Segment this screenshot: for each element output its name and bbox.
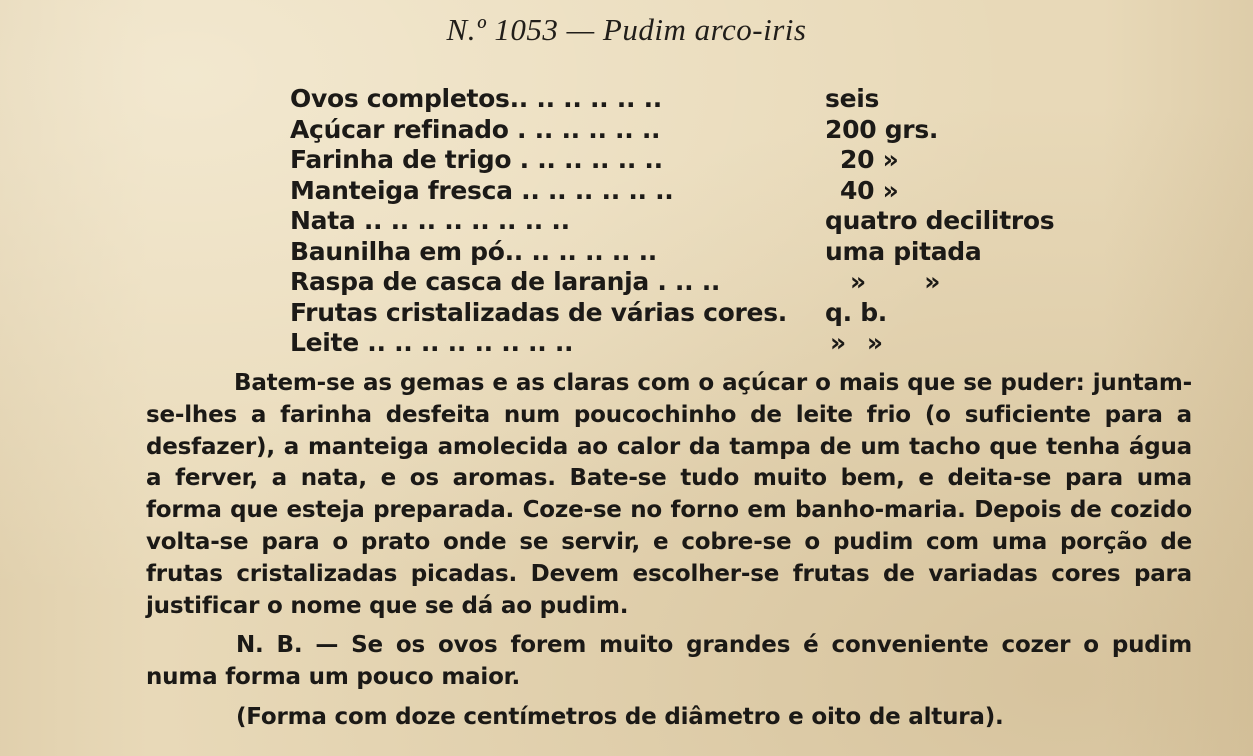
ingredient-name: Frutas cristalizadas de várias cores. bbox=[290, 297, 787, 327]
ingredient-name: Ovos completos.. .. .. .. .. .. bbox=[290, 84, 662, 113]
ingredient-name: Farinha de trigo . .. .. .. .. .. bbox=[290, 145, 663, 174]
recipe-note: N. B. — Se os ovos forem muito grandes é conveniente cozer o pudim numa forma um pouco maior. bbox=[146, 632, 1192, 690]
ingredient-name: Açúcar refinado . .. .. .. .. .. bbox=[290, 114, 661, 144]
ingredients-list bbox=[290, 84, 1110, 359]
ingredient-name: Manteiga fresca .. .. .. .. .. .. bbox=[290, 175, 674, 205]
ingredient-row bbox=[290, 115, 1110, 146]
ingredient-quantity: seis bbox=[825, 84, 880, 113]
ingredient-quantity: » » bbox=[830, 328, 890, 357]
ingredient-name: Leite .. .. .. .. .. .. .. .. bbox=[290, 328, 574, 357]
ingredient-row bbox=[290, 206, 1110, 237]
ingredient-row bbox=[290, 237, 1110, 268]
ingredient-name: Baunilha em pó.. .. .. .. .. .. bbox=[290, 236, 657, 266]
ingredient-quantity: 200 grs. bbox=[825, 114, 939, 144]
ingredient-quantity: q. b. bbox=[825, 297, 887, 327]
ingredient-row bbox=[290, 328, 1110, 359]
ingredient-quantity: quatro decilitros bbox=[825, 206, 1055, 235]
ingredient-row bbox=[290, 145, 1110, 176]
ingredient-name: Nata .. .. .. .. .. .. .. .. bbox=[290, 206, 570, 235]
ingredient-row bbox=[290, 267, 1110, 298]
ingredient-quantity: 20 » bbox=[840, 145, 899, 174]
recipe-title: N.º 1053 — Pudim arco-iris bbox=[446, 12, 807, 47]
ingredient-row bbox=[290, 298, 1110, 329]
ingredient-quantity: 40 » bbox=[840, 175, 899, 205]
ingredient-name: Raspa de casca de laranja . .. .. bbox=[290, 267, 721, 296]
ingredient-row bbox=[290, 176, 1110, 207]
recipe-form-size: (Forma com doze centímetros de diâmetro e oito de altura). bbox=[236, 704, 1004, 730]
ingredient-quantity: uma pitada bbox=[825, 236, 982, 266]
ingredient-row bbox=[290, 84, 1110, 115]
ingredient-quantity: » » bbox=[850, 267, 941, 296]
recipe-instructions: Batem-se as gemas e as claras com o açúcar o mais que se puder: juntam-se-lhes a farinha desfeita num poucochinho de leite frio (o suficiente para a desfazer), a manteiga amolecida ao calor da tampa de um tacho que tenha água a ferver, a nata, e os aromas. Bate-se tudo muito bem, e deita-se para uma forma que esteja preparada. Coze-se no forno em banho-maria. Depois de cozido volta-se para o prato onde se servir, e cobre-se o pudim com uma porção de frutas cristalizadas picadas. Devem escolher-se frutas de variadas cores para justificar o nome que se dá ao pudim. bbox=[146, 370, 1192, 619]
